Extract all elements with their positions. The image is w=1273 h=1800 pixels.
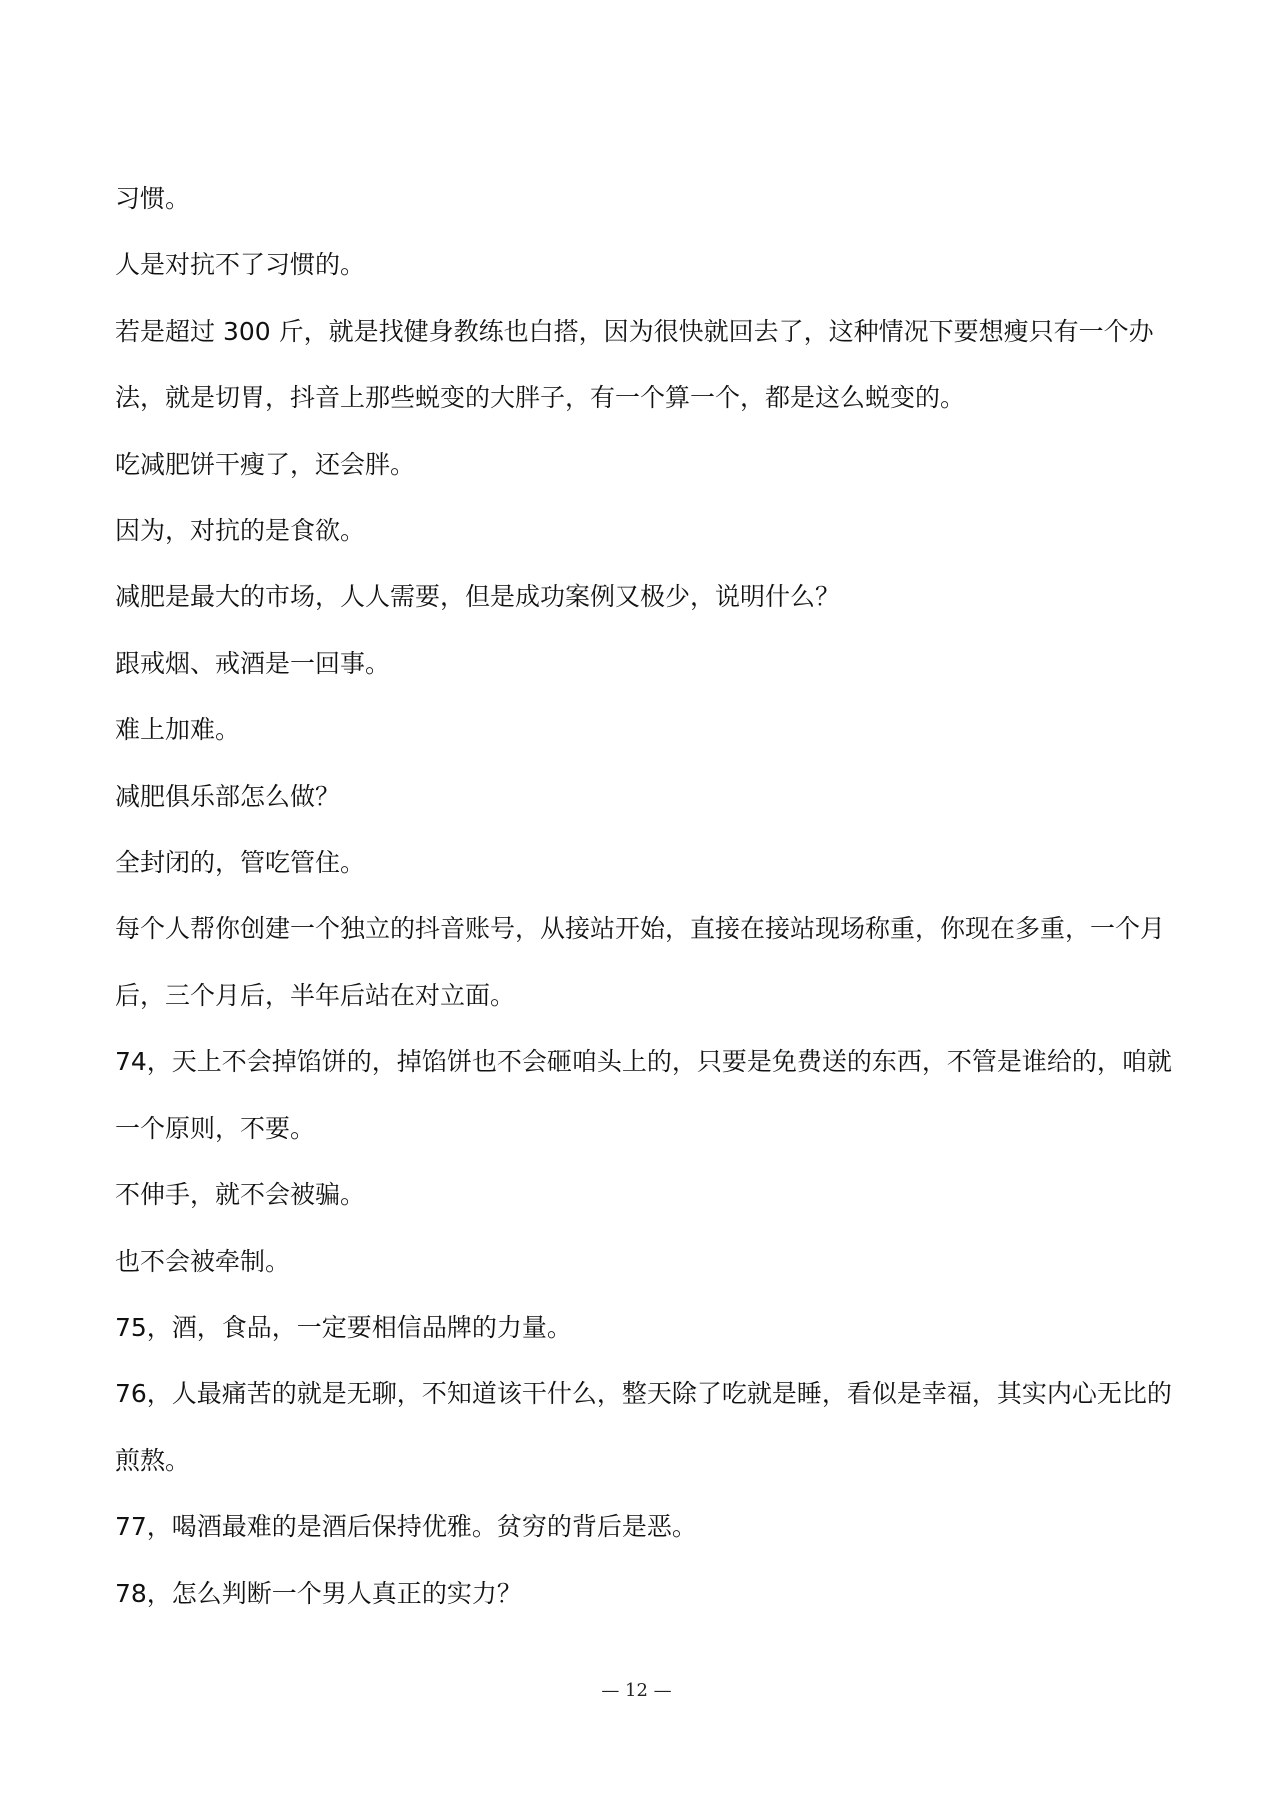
paragraph: 每个人帮你创建一个独立的抖音账号，从接站开始，直接在接站现场称重，你现在多重，一个月后，三个月后，半年后站在对立面。	[115, 914, 1166, 1010]
page-number: — 12 —	[601, 1680, 672, 1701]
paragraph: 习惯。	[115, 184, 191, 213]
paragraph: 跟戒烟、戒酒是一回事。	[115, 648, 391, 678]
paragraph: 吃减肥饼干瘦了，还会胖。	[115, 449, 416, 479]
paragraph: 76，人最痛苦的就是无聊，不知道该干什么，整天除了吃就是睡，看似是幸福，其实内心无比的煎熬。	[115, 1379, 1172, 1475]
paragraph: 若是超过 300 斤，就是找健身教练也白搭，因为很快就回去了，这种情况下要想瘦只有一个办法，就是切胃，抖音上那些蜕变的大胖子，有一个算一个，都是这么蜕变的。	[115, 316, 1154, 413]
paragraph: 减肥是最大的市场，人人需要，但是成功案例又极少，说明什么？	[115, 582, 841, 612]
paragraph: 74，天上不会掉馅饼的，掉馅饼也不会砸咱头上的，只要是免费送的东西，不管是谁给的，咱就一个原则，不要。	[115, 1047, 1172, 1143]
paragraph: 75，酒，食品，一定要相信品牌的力量。	[115, 1312, 572, 1342]
paragraph: 也不会被牵制。	[115, 1246, 291, 1276]
paragraph: 不伸手，就不会被骗。	[115, 1180, 366, 1210]
paragraph: 减肥俱乐部怎么做？	[115, 781, 341, 811]
paragraph: 77，喝酒最难的是酒后保持优雅。贫穷的背后是恶。	[115, 1512, 697, 1542]
paragraph: 全封闭的，管吃管住。	[115, 848, 366, 878]
paragraph: 人是对抗不了习惯的。	[115, 250, 366, 280]
paragraph: 78，怎么判断一个男人真正的实力？	[115, 1578, 522, 1608]
body-text	[115, 166, 1175, 1627]
paragraph: 因为，对抗的是食欲。	[115, 516, 366, 546]
paragraph: 难上加难。	[115, 715, 241, 745]
